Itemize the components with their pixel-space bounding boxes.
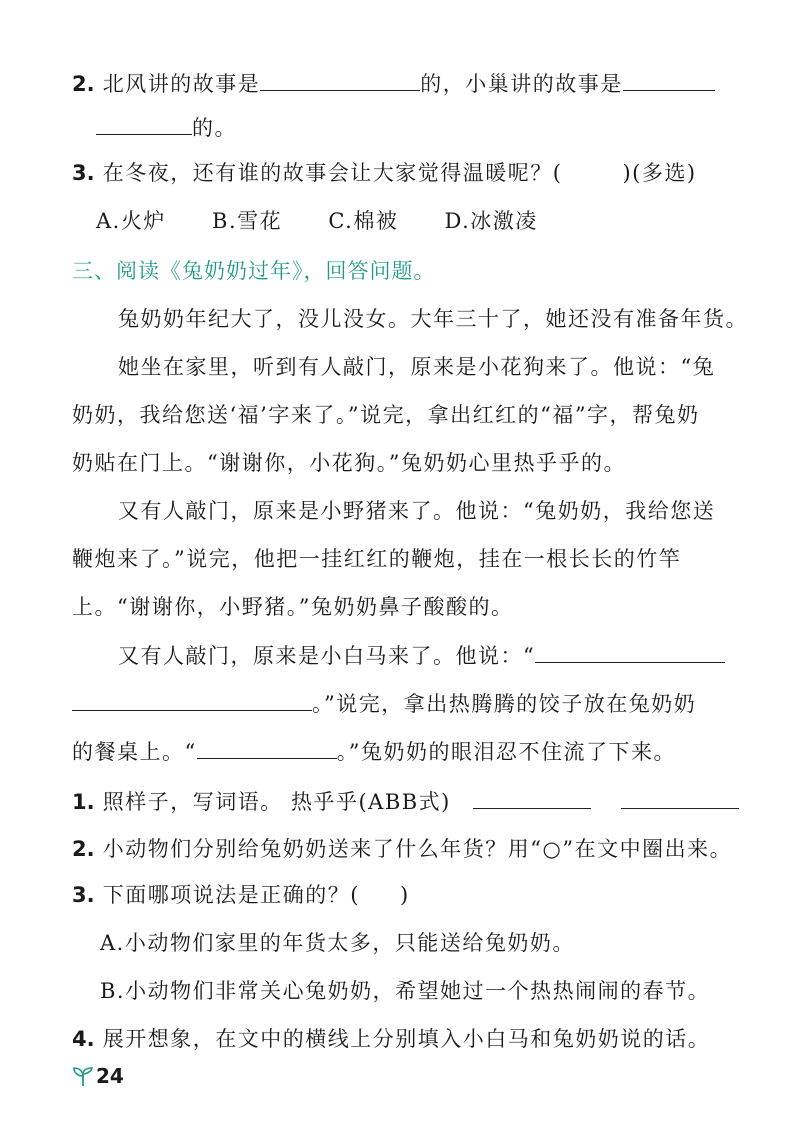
option-d[interactable]: D.冰激凌 bbox=[444, 209, 538, 233]
passage-text: 。”兔奶奶的眼泪忍不住流了下来。 bbox=[336, 740, 676, 764]
passage-line bbox=[72, 688, 800, 719]
passage-line: 鞭炮来了。”说完，他把一挂红红的鞭炮，挂在一根长长的竹竿 bbox=[72, 547, 682, 571]
question-2-line bbox=[72, 68, 800, 99]
answer-blank[interactable] bbox=[621, 786, 739, 809]
question-text: 照样子，写词语。 热乎乎(ABB式) bbox=[102, 790, 451, 814]
passage-para-1: 兔奶奶年纪大了，没儿没女。大年三十了，她还没有准备年货。 bbox=[118, 307, 748, 331]
question-number: 2. bbox=[72, 837, 95, 861]
question-text: )(多选) bbox=[622, 161, 697, 185]
question-text: 下面哪项说法是正确的？( bbox=[102, 883, 360, 907]
question-number: 1. bbox=[72, 790, 95, 814]
question-3-option-a[interactable]: A.小动物们家里的年货太多，只能送给兔奶奶。 bbox=[100, 931, 575, 955]
question-number: 2. bbox=[72, 72, 95, 96]
passage-text: 又有人敲门，原来是小白马来了。他说：“ bbox=[118, 644, 536, 668]
passage-line: 奶奶，我给您送‘福’字来了。”说完，拿出红红的“福”字，帮兔奶 bbox=[72, 403, 700, 427]
fill-blank-grandma-speech[interactable] bbox=[197, 736, 337, 759]
answer-blank[interactable] bbox=[623, 68, 715, 91]
question-3 bbox=[72, 880, 800, 910]
passage-line bbox=[72, 736, 800, 767]
question-3-line bbox=[72, 158, 800, 188]
passage-line bbox=[118, 640, 800, 671]
option-b[interactable]: B.雪花 bbox=[212, 209, 283, 233]
question-number: 3. bbox=[72, 161, 95, 185]
option-c[interactable]: C.棉被 bbox=[328, 209, 399, 233]
passage-line: 又有人敲门，原来是小野猪来了。他说：“兔奶奶，我给您送 bbox=[118, 499, 716, 523]
question-3-option-b[interactable]: B.小动物们非常关心兔奶奶，希望她过一个热热闹闹的春节。 bbox=[100, 979, 711, 1003]
passage-line: 奶贴在门上。“谢谢你，小花狗。”兔奶奶心里热乎乎的。 bbox=[72, 451, 626, 475]
answer-blank[interactable] bbox=[96, 112, 192, 135]
question-text: 的，小巢讲的故事是 bbox=[420, 72, 623, 96]
question-text: 小动物们分别给兔奶奶送来了什么年货？用“○”在文中圈出来。 bbox=[102, 837, 733, 861]
question-number: 4. bbox=[72, 1027, 95, 1051]
question-number: 3. bbox=[72, 883, 95, 907]
sprout-icon bbox=[72, 1065, 94, 1087]
page-number: 24 bbox=[96, 1064, 124, 1088]
answer-blank[interactable] bbox=[473, 786, 591, 809]
question-text: 展开想象，在文中的横线上分别填入小白马和兔奶奶说的话。 bbox=[102, 1027, 711, 1051]
options-row bbox=[96, 206, 800, 236]
question-text: ) bbox=[399, 883, 410, 907]
page-footer bbox=[72, 1064, 124, 1088]
fill-blank-horse-speech-cont[interactable] bbox=[72, 688, 312, 711]
question-text: 在冬夜，还有谁的故事会让大家觉得温暖呢？( bbox=[102, 161, 563, 185]
passage-line: 上。“谢谢你，小野猪。”兔奶奶鼻子酸酸的。 bbox=[72, 595, 514, 619]
question-2-continuation bbox=[96, 112, 800, 143]
question-text: 的。 bbox=[192, 116, 237, 140]
answer-blank[interactable] bbox=[260, 68, 420, 91]
question-2 bbox=[72, 834, 800, 864]
passage-text: 的餐桌上。“ bbox=[72, 740, 197, 764]
question-text: 北风讲的故事是 bbox=[102, 72, 261, 96]
section-title: 三、阅读《兔奶奶过年》，回答问题。 bbox=[72, 259, 436, 283]
passage-text: 。”说完，拿出热腾腾的饺子放在兔奶奶 bbox=[312, 692, 697, 716]
question-4 bbox=[72, 1024, 800, 1054]
passage-line: 她坐在家里，听到有人敲门，原来是小花狗来了。他说：“兔 bbox=[118, 355, 716, 379]
option-a[interactable]: A.火炉 bbox=[96, 209, 166, 233]
fill-blank-horse-speech[interactable] bbox=[535, 640, 725, 663]
question-1 bbox=[72, 786, 800, 817]
